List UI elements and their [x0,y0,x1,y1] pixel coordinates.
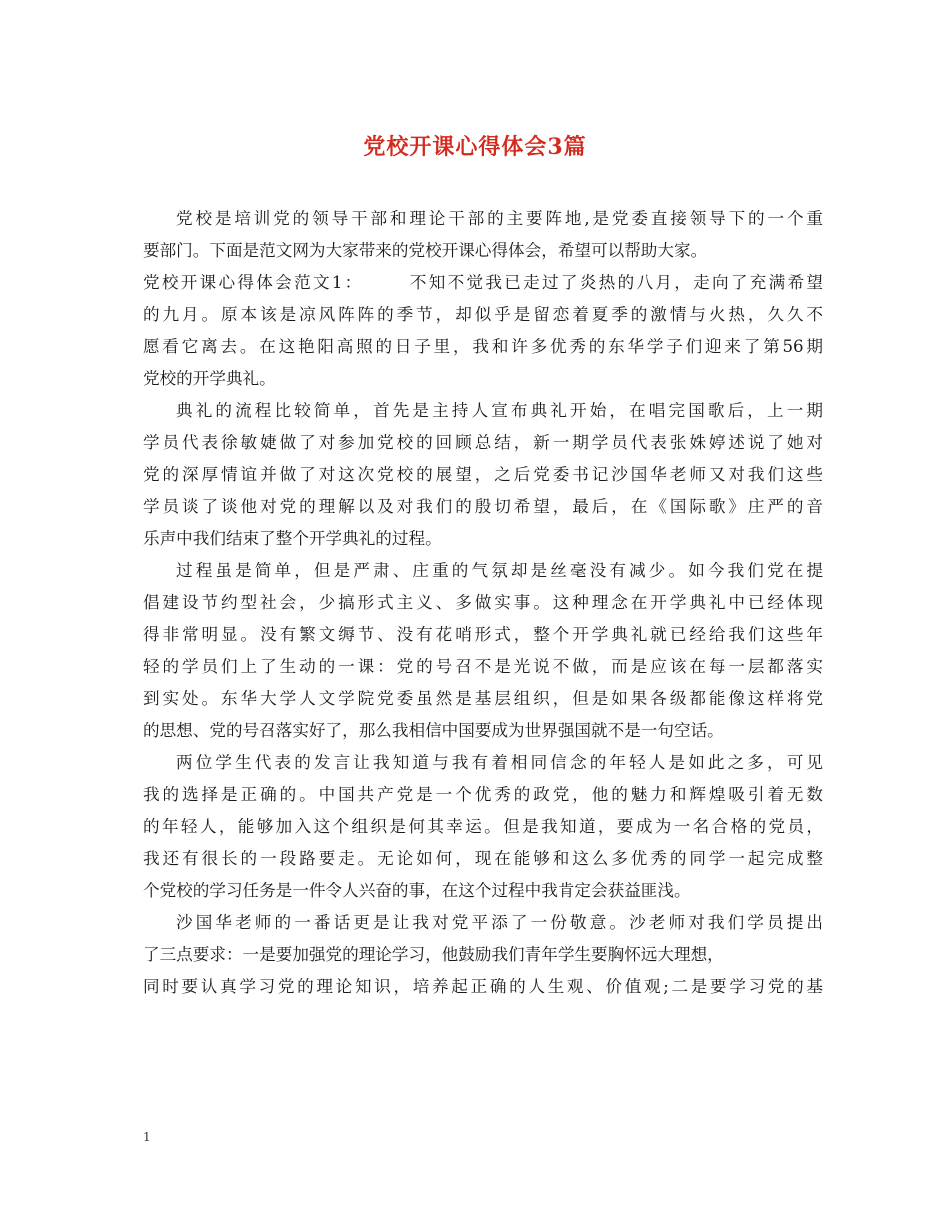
paragraph-line-text: 不知不觉我已走过了炎热的八月，走向了充满希望 [407,273,823,292]
paragraph-line: 轻的学员们上了生动的一课：党的号召不是光说不做，而是应该在每一层都落实 [143,657,823,676]
paragraph-line: 我还有很长的一段路要走。无论如何，现在能够和这么多优秀的同学一起完成整 [143,849,823,868]
paragraph-line: 得非常明显。没有繁文缛节、没有花哨形式，整个开学典礼就已经给我们这些年 [143,625,823,644]
paragraph-line: 党校的开学典礼。 [143,369,276,388]
paragraph-line: 同时要认真学习党的理论知识，培养起正确的人生观、价值观;二是要学习党的基 [143,977,823,996]
paragraph-line: 的思想、党的号召落实好了，那么我相信中国要成为世界强国就不是一句空话。 [143,721,724,740]
paragraph-line: 我的选择是正确的。中国共产党是一个优秀的政党，他的魅力和辉煌吸引着无数 [143,785,823,804]
paragraph-line: 个党校的学习任务是一件令人兴奋的事，在这个过程中我肯定会获益匪浅。 [143,881,691,900]
paragraph-line: 的九月。原本该是凉风阵阵的季节，却似乎是留恋着夏季的激情与火热，久久不 [143,305,823,324]
paragraph-line [143,267,823,299]
paragraph-line: 典礼的流程比较简单，首先是主持人宣布典礼开始，在唱完国歌后，上一期 [176,401,823,420]
page-number: 1 [143,1130,151,1144]
paragraph-line: 的年轻人，能够加入这个组织是何其幸运。但是我知道，要成为一名合格的党员， [143,817,823,836]
paragraph-line: 党的深厚情谊并做了对这次党校的展望，之后党委书记沙国华老师又对我们这些 [143,465,823,484]
paragraph-line: 学员代表徐敏婕做了对参加党校的回顾总结，新一期学员代表张姝婷述说了她对 [143,433,823,452]
paragraph-line: 到实处。东华大学人文学院党委虽然是基层组织，但是如果各级都能像这样将党 [143,689,823,708]
paragraph-line: 沙国华老师的一番话更是让我对党平添了一份敬意。沙老师对我们学员提出 [176,913,823,932]
paragraph-line: 了三点要求：一是要加强党的理论学习，他鼓励我们青年学生要胸怀远大理想， [143,945,724,964]
document-title: 党校开课心得体会3篇 [363,134,587,160]
paragraph-line: 愿看它离去。在这艳阳高照的日子里，我和许多优秀的东华学子们迎来了第56期 [143,337,823,356]
sample-heading: 党校开课心得体会范文1： [143,273,364,292]
paragraph-line: 党校是培训党的领导干部和理论干部的主要阵地,是党委直接领导下的一个重 [176,209,823,228]
paragraph-line: 学员谈了谈他对党的理解以及对我们的殷切希望，最后，在《国际歌》庄严的音 [143,497,823,516]
document-body [143,203,823,1003]
paragraph-line: 乐声中我们结束了整个开学典礼的过程。 [143,529,442,548]
paragraph-line: 过程虽是简单，但是严肃、庄重的气氛却是丝毫没有减少。如今我们党在提 [176,561,823,580]
paragraph-line: 倡建设节约型社会，少搞形式主义、多做实事。这种理念在开学典礼中已经体现 [143,593,823,612]
paragraph-line: 两位学生代表的发言让我知道与我有着相同信念的年轻人是如此之多，可见 [176,753,823,772]
paragraph-line: 要部门。下面是范文网为大家带来的党校开课心得体会，希望可以帮助大家。 [143,241,708,260]
